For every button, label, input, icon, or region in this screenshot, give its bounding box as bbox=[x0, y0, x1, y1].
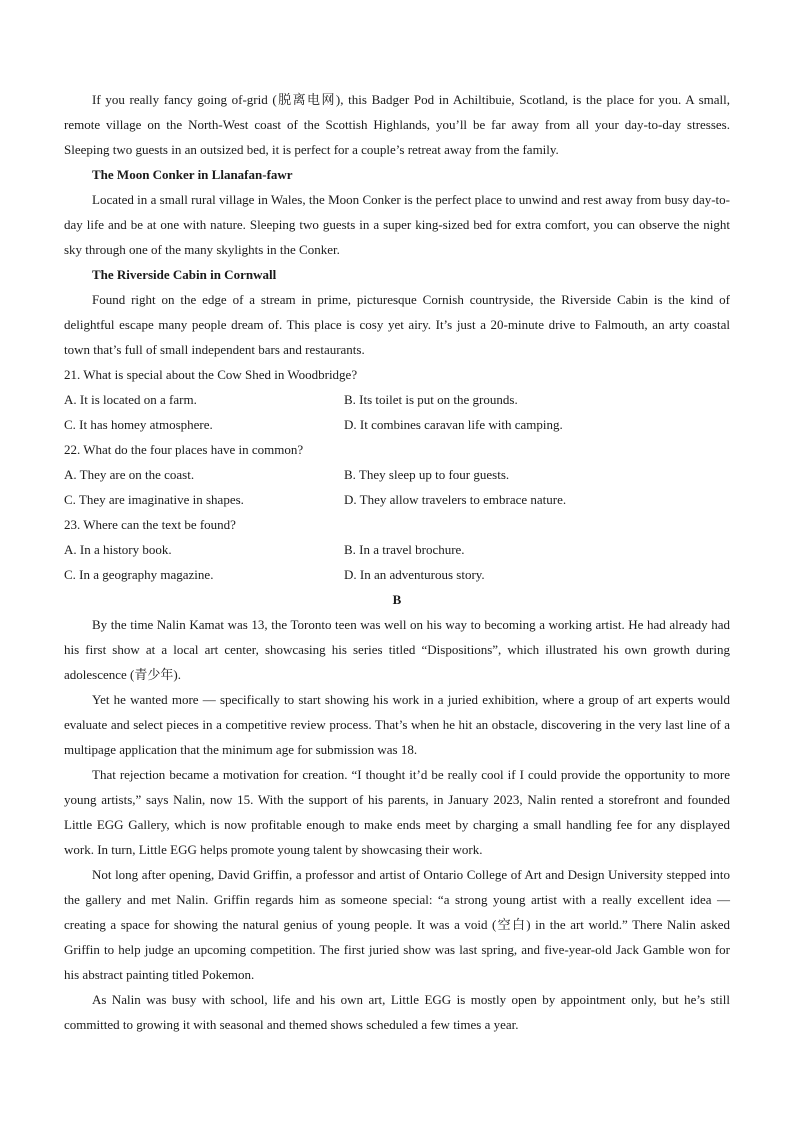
question-22-option-c: C. They are imaginative in shapes. bbox=[64, 492, 244, 507]
riverside-cabin-heading: The Riverside Cabin in Cornwall bbox=[92, 267, 277, 282]
question-23-stem: 23. Where can the text be found? bbox=[64, 517, 236, 532]
question-23-option-c: C. In a geography magazine. bbox=[64, 567, 214, 582]
question-23-option-b: B. In a travel brochure. bbox=[344, 542, 465, 557]
question-22-option-d: D. They allow travelers to embrace nature. bbox=[344, 492, 567, 507]
question-21-option-a: A. It is located on a farm. bbox=[64, 392, 197, 407]
question-22-stem: 22. What do the four places have in common? bbox=[64, 442, 304, 457]
question-23 bbox=[64, 512, 730, 587]
question-22-option-a: A. They are on the coast. bbox=[64, 467, 195, 482]
question-21-option-c: C. It has homey atmosphere. bbox=[64, 417, 213, 432]
question-21-options-row-2 bbox=[64, 412, 730, 437]
passage-b-paragraph-5: As Nalin was busy with school, life and his own art, Little EGG is mostly open by appointment only, but he’s still committed to growing it with seasonal and themed shows scheduled a few times a year. bbox=[64, 992, 730, 1032]
question-21 bbox=[64, 362, 730, 437]
question-22-options-row-2 bbox=[64, 487, 730, 512]
moon-conker-heading: The Moon Conker in Llanafan-fawr bbox=[92, 167, 293, 182]
question-22 bbox=[64, 437, 730, 512]
passage-b-paragraph-4: Not long after opening, David Griffin, a professor and artist of Ontario College of Art and Design University stepped into the gallery and met Nalin. Griffin regards him as someone special: “a strong young artist with a really excellent idea — creating a space for showing the natural genius of young people. It was a void (空白) in the art world.” There Nalin asked Griffin to help judge an upcoming competition. The first juried show was last spring, and five-year-old Jack Gamble won for his abstract painting titled Pokemon. bbox=[64, 867, 730, 982]
question-21-option-d: D. It combines caravan life with camping. bbox=[344, 417, 563, 432]
question-23-options-row-1 bbox=[64, 537, 730, 562]
passage-b-label: B bbox=[392, 592, 402, 607]
question-23-option-a: A. In a history book. bbox=[64, 542, 172, 557]
question-21-options-row-1 bbox=[64, 387, 730, 412]
question-21-option-b: B. Its toilet is put on the grounds. bbox=[344, 392, 518, 407]
question-23-options-row-2 bbox=[64, 562, 730, 587]
question-23-option-d: D. In an adventurous story. bbox=[344, 567, 485, 582]
passage-b-paragraph-1: By the time Nalin Kamat was 13, the Toronto teen was well on his way to becoming a working artist. He had already had his first show at a local art center, showcasing his series titled “Dispositions”, which illustrated his own growth during adolescence (青少年). bbox=[64, 617, 730, 682]
passage-b-paragraph-3: That rejection became a motivation for creation. “I thought it’d be really cool if I could provide the opportunity to more young artists,” says Nalin, now 15. With the support of his parents, in January 2023, Nalin rented a storefront and founded Little EGG Gallery, which is now profitable enough to make ends meet by charging a small handling fee for any displayed work. In turn, Little EGG helps promote young talent by showcasing their work. bbox=[64, 767, 730, 857]
question-21-stem: 21. What is special about the Cow Shed in Woodbridge? bbox=[64, 367, 358, 382]
passage-b-paragraph-2: Yet he wanted more — specifically to start showing his work in a juried exhibition, where a group of art experts would evaluate and select pieces in a competitive review process. That’s when he hit an obstacle, discovering in the very last line of a multipage application that the minimum age for submission was 18. bbox=[64, 692, 730, 757]
badger-pod-paragraph: If you really fancy going of-grid (脱离电网), this Badger Pod in Achiltibuie, Scotland, is the place for you. A small, remote village on the North-West coast of the Scottish Highlands, you’ll be far away from all your day-to-day stresses. Sleeping two guests in an outsized bed, it is perfect for a couple’s retreat away from the family. bbox=[64, 92, 730, 157]
riverside-cabin-paragraph: Found right on the edge of a stream in prime, picturesque Cornish countryside, the Riverside Cabin is the kind of delightful escape many people dream of. This place is cosy yet airy. It’s just a 20-minute drive to Falmouth, an arty coastal town that’s full of small independent bars and restaurants. bbox=[64, 292, 730, 357]
exam-page bbox=[64, 87, 730, 1037]
moon-conker-paragraph: Located in a small rural village in Wales, the Moon Conker is the perfect place to unwind and rest away from busy day-to-day life and be at one with nature. Sleeping two guests in a super king-sized bed for extra comfort, you can observe the night sky through one of the many skylights in the Conker. bbox=[64, 192, 730, 257]
question-22-options-row-1 bbox=[64, 462, 730, 487]
question-22-option-b: B. They sleep up to four guests. bbox=[344, 467, 510, 482]
